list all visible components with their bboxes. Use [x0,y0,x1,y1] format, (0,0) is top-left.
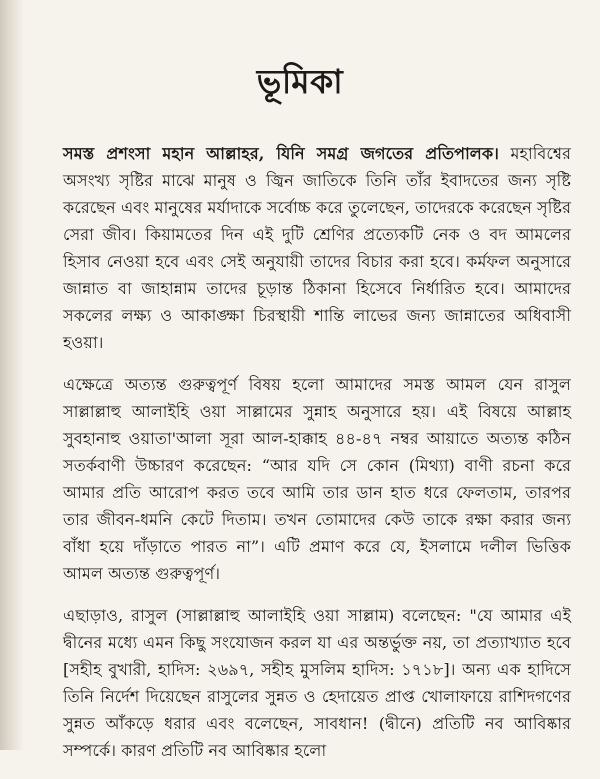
paragraph-1 [63,140,571,356]
paragraph-2-text: এক্ষেত্রে অত্যন্ত গুরুত্বপূর্ণ বিষয় হলো আমাদের সমস্ত আমল যেন রাসুল সাল্লাল্লাহু আলাইহি ওয়া সাল্লামের সুন্নাহ অনুসারে হয়। এই বিষয়ে আল্লাহ সুবহানাহু ওয়াতা'আলা সূরা আল-হাক্কাহ ৪৪-৪৭ নম্বর আয়াতে অত্যন্ত কঠিন সতর্কবাণী উচ্চারণ করেছেন: “আর যদি সে কোন (মিথ্যা) বাণী রচনা করে আমার প্রতি আরোপ করত তবে আমি তার ডান হাত ধরে ফেলতাম, তারপর তার জীবন-ধমনি কেটে দিতাম। তখন তোমাদের কেউ তাকে রক্ষা করার জন্য বাঁধা হয়ে দাঁড়াতে পারত না”। এটি প্রমাণ করে যে, ইসলামে দলীল ভিত্তিক আমল অত্যন্ত গুরুত্বপূর্ণ। [63,375,571,583]
paragraph-3 [63,602,571,764]
page-gutter-shadow [0,0,24,750]
body-text [63,140,571,779]
paragraph-2 [63,371,571,587]
paragraph-1-lead: সমস্ত প্রশংসা মহান আল্লাহর, যিনি সমগ্র জগতের প্রতিপালক। [63,144,499,163]
page-title: ভূমিকা [256,62,344,101]
paragraph-1-text: মহাবিশ্বের অসংখ্য সৃষ্টির মাঝে মানুষ ও জ্বিন জাতিকে তিনি তাঁর ইবাদতের জন্য সৃষ্টি করেছেন এবং মানুষের মর্যাদাকে সর্বোচ্চ করে তুলেছেন, তাদেরকে করেছেন সৃষ্টির সেরা জীব। কিয়ামতের দিন এই দুটি শ্রেণির প্রত্যেকটি নেক ও বদ আমলের হিসাব নেওয়া হবে এবং সেই অনুযায়ী তাদের বিচার করা হবে। কর্মফল অনুসারে জান্নাত বা জাহান্নাম তাদের চূড়ান্ত ঠিকানা হিসেবে নির্ধারিত হবে। আমাদের সকলের লক্ষ্য ও আকাঙ্ক্ষা চিরস্থায়ী শান্তি লাভের জন্য জান্নাতের অধিবাসী হওয়া। [63,144,571,352]
paragraph-3-text: এছাড়াও, রাসুল (সাল্লাল্লাহু আলাইহি ওয়া সাল্লাম) বলেছেন: "যে আমার এই দ্বীনের মধ্যে এমন কিছু সংযোজন করল যা এর অন্তর্ভুক্ত নয়, তা প্রত্যাখ্যাত হবে [সহীহ বুখারী, হাদিস: ২৬৯৭, সহীহ মুসলিম হাদিস: ১৭১৮]। অন্য এক হাদিসে তিনি নির্দেশ দিয়েছেন রাসুলের সুন্নত ও হেদায়েত প্রাপ্ত খোলাফায়ে রাশিদগণের সুন্নত আঁকড়ে ধরার এবং বলেছেন, সাবধান! (দ্বীনে) প্রতিটি নব আবিষ্কার সম্পর্কে। কারণ প্রতিটি নব আবিষ্কার হলো [63,606,571,760]
